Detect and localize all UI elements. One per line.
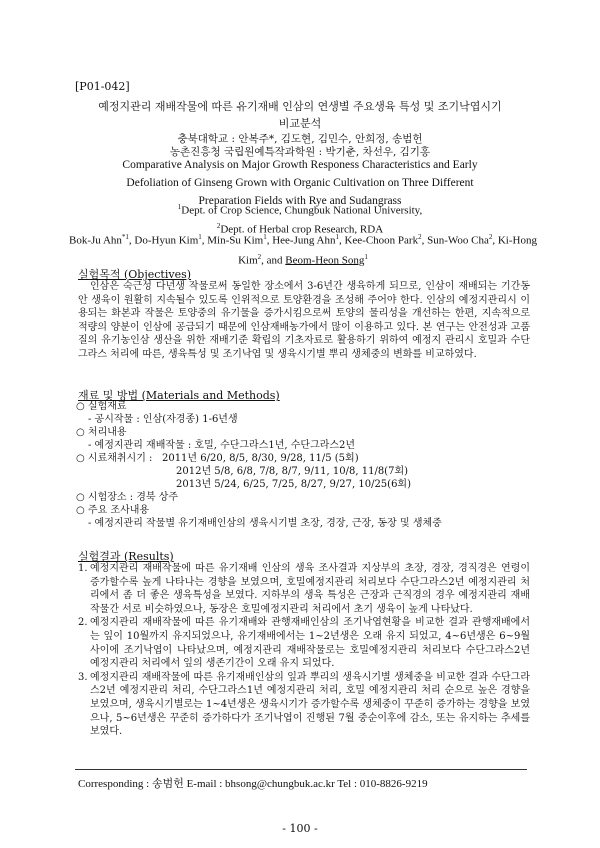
korean-title-line-2: 비교분석 <box>278 117 322 130</box>
objectives-text: 인삼은 숙근성 다년생 작물로써 동일한 장소에서 3-6년간 생육하게 되므로, 인삼이 재배되는 기간동안 생육이 원활히 지속될수 있도록 인위적으로 토양환경을 조성해 주어야 한다. 인삼의 예정지관리시 이용되는 화본과 작물은 토양중의 유기물을 증가시킴으로써 토양의 물리성을 개선하는 한편, 지속적으로 적량의 양분이 인삼에 공급되기 때문에 인삼재배농가에서 많이 이용하고 있다. 본 연구는 안전성과 고품질의 유기농인삼 생산을 위한 재배기준 확립의 기초자료로 활용하기 위하여 예정지 관리시 호밀과 수단그라스 처리에 따른, 생육특성 및 조기낙엽 및 생육시기별 뿌리 생체중의 변화를 비교하였다. <box>78 281 530 360</box>
korean-authors-line-2: 농촌진흥청 국립원예특작과학원 : 박기춘, 차선우, 김기홍 <box>169 146 431 158</box>
method-sampling-2013: 2013년 5/24, 6/25, 7/25, 8/27, 9/27, 10/25(6회) <box>176 479 411 490</box>
paper-code: [P01-042] <box>75 80 130 93</box>
objectives-heading: 실험목적 (Objectives) <box>78 268 192 281</box>
affiliation-1: $^1$Dept. of Crop Science, Chungbuk National University, <box>177 203 423 217</box>
method-site: ○ 시험장소 : 경북 상주 <box>76 492 179 503</box>
method-sampling: ○ 시료채취시기 : 2011년 6/20, 8/5, 8/30, 9/28, 11/5 (5회) <box>76 453 359 464</box>
method-material-detail: - 공시작물 : 인삼(자경종) 1-6년생 <box>88 414 238 425</box>
english-title-line-1: Comparative Analysis on Major Growth Responess Characteristics and Early <box>122 159 478 171</box>
result-item-1: 1. 예정지관리 재배작물에 따른 유기재배 인삼의 생육 조사결과 지상부의 초장, 경장, 경직경은 연령이 증가할수록 높게 나타나는 경향을 보였으며, 호밀예정지관리 처리보다 수단그라스2년 예정지관리 처리에서 좀 더 좋은 생육특성을 보였다. 지하부의 생육 특성은 근장과 근직경의 경우 예정지관리 재배작물간 서로 비슷하였으나, 동장은 호밀예정지관리 처리에서 초기 생육이 높게 나타났다. <box>78 563 530 615</box>
korean-title <box>60 98 540 132</box>
corresponding-author: Corresponding : 송범헌 E-mail : bhsong@chungbuk.ac.kr Tel : 010-8826-9219 <box>78 778 428 790</box>
results-list <box>78 562 530 739</box>
method-survey-detail: - 예정지관리 작물별 유기재배인삼의 생육시기별 초장, 경장, 근장, 동장 및 생체중 <box>88 518 442 529</box>
affiliation-2: $^2$Dept. of Herbal crop Research, RDA <box>216 221 384 236</box>
method-treatment-detail: - 예정지관리 재배작물 : 호밀, 수단그라스1년, 수단그라스2년 <box>88 440 356 451</box>
korean-authors-line-1: 충북대학교 : 안복주*, 김도현, 김민수, 안희정, 송범헌 <box>177 133 423 145</box>
method-material: ○ 실험재료 <box>76 401 127 412</box>
english-title-line-2: Defoliation of Ginseng Grown with Organic Cultivation on Three Different <box>126 177 474 189</box>
page-number: - 100 - <box>282 822 318 835</box>
method-treatment: ○ 처리내용 <box>76 427 127 438</box>
result-item-2: 2. 예정지관리 재배작물에 따른 유기재배와 관행재배인삼의 조기낙엽현황을 비교한 결과 관행재배에서는 잎이 10월까지 유지되었으나, 유기재배에서는 1~2년생은 오래 유지 되었고, 4~6년생은 6~9월 사이에 조기낙엽이 나타났으며, 예정지관리 재배작물로는 호밀예정지관리 처리보다 수단그라스2년 예정지관리 처리에서 잎의 생존기간이 오래 유지 되었다. <box>78 617 530 670</box>
method-survey: ○ 주요 조사내용 <box>76 505 150 516</box>
method-sampling-2012: 2012년 5/8, 6/8, 7/8, 8/7, 9/11, 10/8, 11/8(7회) <box>176 466 409 477</box>
result-item-3: 3. 예정지관리 재배작물에 따른 유기재배인삼의 잎과 뿌리의 생육시기별 생체중을 비교한 결과 수단그라스2년 예정지관리 처리, 수단그라스1년 예정지관리 처리, 호밀 예정지관리 처리 순으로 높은 경향을 보였으며, 생육시기별로는 1~4년생은 생육시기가 증가할수록 생체중이 꾸준히 증가하는 경향을 보였으나, 5~6년생은 꾸준히 증가하다가 조기낙엽이 진행된 7월 중순이후에 감소, 또는 유지하는 추세를 보였다. <box>78 671 530 738</box>
english-title-line-3: Preparation Fields with Rye and Sudangrass <box>198 195 402 207</box>
korean-title-line-1: 예정지관리 재배작물에 따른 유기재배 인삼의 연생별 주요생육 특성 및 조기낙엽시기 <box>98 100 502 113</box>
english-authors: Bok-Ju Ahn$^{*1}$, Do-Hyun Kim$^1$, Min-Su Kim$^1$, Hee-Jung Ahn$^1$, Kee-Choon Park$^2$, Sun-Woo Cha$^2$, Ki-Hong Kim$^2$, and Beom-Heon Song$^1$ <box>69 233 537 267</box>
methods-list <box>76 400 532 530</box>
footer-rule <box>75 769 527 770</box>
results-heading: 실험결과 (Results) <box>78 550 174 563</box>
methods-heading: 재료 및 방법 (Materials and Methods) <box>78 389 280 402</box>
